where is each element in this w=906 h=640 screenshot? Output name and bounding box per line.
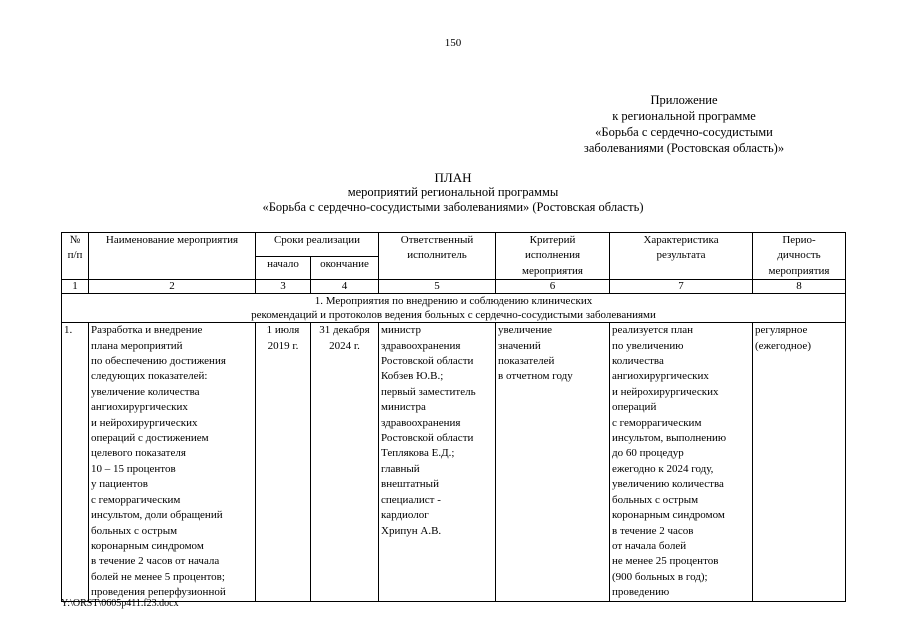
column-number-row — [62, 280, 846, 294]
cell-line: здравоохранения — [381, 339, 461, 352]
cell-line: Ростовской области — [381, 355, 474, 368]
column-number: 3 — [256, 280, 311, 294]
cell-line: министра — [381, 401, 426, 414]
cell-line: реализуется план — [612, 324, 694, 337]
cell-line: увеличению количества — [612, 478, 724, 491]
row-responsible — [379, 323, 496, 601]
row-end — [311, 323, 379, 601]
header-start: начало — [256, 256, 311, 280]
cell-line: проведения реперфузионной — [91, 586, 226, 599]
section-row — [62, 294, 846, 323]
row-start — [256, 323, 311, 601]
cell-line: кардиолог — [381, 509, 429, 522]
file-path-footer: Y:\ORST\0605p411.f23.docx — [61, 598, 179, 609]
header-criterion: Критерий исполнения мероприятия — [496, 233, 610, 280]
column-number: 4 — [311, 280, 379, 294]
plan-title-line: мероприятий региональной программы — [347, 185, 559, 199]
cell-line: ежегодно к 2024 году, — [612, 462, 714, 475]
cell-line: до 60 процедур — [612, 447, 684, 460]
header-terms: Сроки реализации — [256, 233, 379, 257]
cell-line: в отчетном году — [498, 370, 573, 383]
cell-line: коронарным синдромом — [91, 539, 204, 552]
row-periodicity — [753, 323, 846, 601]
cell-line: (ежегодное) — [755, 339, 811, 352]
cell-line: регулярное — [755, 324, 808, 337]
cell-line: следующих показателей: — [91, 370, 208, 383]
column-number: 5 — [379, 280, 496, 294]
cell-line: по увеличению — [612, 339, 684, 352]
cell-line: Теплякова Е.Д.; — [381, 447, 455, 460]
cell-line: 31 декабря — [319, 324, 370, 337]
cell-line: инсультом, выполнению — [612, 432, 727, 445]
cell-line: 1 июля — [266, 324, 300, 337]
header-responsible: Ответственный исполнитель — [379, 233, 496, 280]
page-number: 150 — [444, 37, 462, 49]
column-number: 8 — [753, 280, 846, 294]
cell-line: плана мероприятий — [91, 339, 183, 352]
cell-line: по обеспечению достижения — [91, 355, 226, 368]
appendix-line: заболеваниями (Ростовская область)» — [583, 141, 785, 155]
column-number: 7 — [610, 280, 753, 294]
plan-title-main: ПЛАН — [434, 170, 472, 185]
cell-line: 2019 г. — [267, 339, 299, 352]
header-characteristic: Характеристика результата — [610, 233, 753, 280]
cell-line: здравоохранения — [381, 416, 461, 429]
cell-line: от начала болей — [612, 539, 687, 552]
cell-line: коронарным синдромом — [612, 509, 725, 522]
cell-line: количества — [612, 355, 664, 368]
cell-line: первый заместитель — [381, 385, 476, 398]
appendix-line: «Борьба с сердечно-сосудистыми — [595, 125, 773, 139]
cell-line: и нейрохирургических — [612, 385, 719, 398]
cell-line: операций — [612, 401, 657, 414]
row-num: 1. — [62, 323, 89, 601]
table-header-row — [62, 233, 846, 257]
cell-line: главный — [381, 462, 420, 475]
row-name — [89, 323, 256, 601]
cell-line: и нейрохирургических — [91, 416, 198, 429]
cell-line: (900 больных в год); — [612, 570, 708, 583]
cell-line: не менее 25 процентов — [612, 555, 719, 568]
plan-title — [0, 170, 906, 215]
cell-line: больных с острым — [91, 524, 178, 537]
section-title: 1. Мероприятия по внедрению и соблюдению клинических рекомендаций и протоколов ведения больных с сердечно-сосудистыми заболеваниями — [62, 294, 846, 323]
appendix-line: к региональной программе — [612, 109, 756, 123]
column-number: 2 — [89, 280, 256, 294]
cell-line: инсультом, доли обращений — [91, 509, 223, 522]
cell-line: министр — [381, 324, 421, 337]
cell-line: целевого показателя — [91, 447, 186, 460]
cell-line: внештатный — [381, 478, 439, 491]
cell-line: болей не менее 5 процентов; — [91, 570, 225, 583]
cell-line: специалист - — [381, 493, 441, 506]
cell-line: показателей — [498, 355, 555, 368]
cell-line: у пациентов — [91, 478, 148, 491]
cell-line: 2024 г. — [329, 339, 360, 352]
cell-line: увеличение — [498, 324, 552, 337]
cell-line: Кобзев Ю.В.; — [381, 370, 444, 383]
appendix-line: Приложение — [650, 93, 718, 107]
cell-line: операций с достижением — [91, 432, 209, 445]
row-criterion — [496, 323, 610, 601]
cell-line: Хрипун А.В. — [381, 524, 442, 537]
cell-line: увеличение количества — [91, 385, 200, 398]
cell-line: Ростовской области — [381, 432, 474, 445]
cell-line: с геморрагическим — [91, 493, 181, 506]
plan-table — [61, 232, 846, 602]
cell-line: ангиохирургических — [612, 370, 709, 383]
table-row — [62, 323, 846, 601]
cell-line: в течение 2 часов — [612, 524, 694, 537]
cell-line: значений — [498, 339, 541, 352]
plan-title-line: «Борьба с сердечно-сосудистыми заболеваниями» (Ростовская область) — [262, 200, 644, 214]
column-number: 6 — [496, 280, 610, 294]
cell-line: с геморрагическим — [612, 416, 702, 429]
header-name: Наименование мероприятия — [89, 233, 256, 280]
header-num: № п/п — [62, 233, 89, 280]
cell-line: ангиохирургических — [91, 401, 188, 414]
cell-line: проведению — [612, 586, 670, 599]
row-characteristic — [610, 323, 753, 601]
cell-line: 10 – 15 процентов — [91, 462, 176, 475]
cell-line: больных с острым — [612, 493, 699, 506]
cell-line: в течение 2 часов от начала — [91, 555, 220, 568]
appendix-block — [534, 92, 834, 156]
cell-line: Разработка и внедрение — [91, 324, 203, 337]
header-periodicity: Перио- дичность мероприятия — [753, 233, 846, 280]
column-number: 1 — [62, 280, 89, 294]
header-end: окончание — [311, 256, 379, 280]
